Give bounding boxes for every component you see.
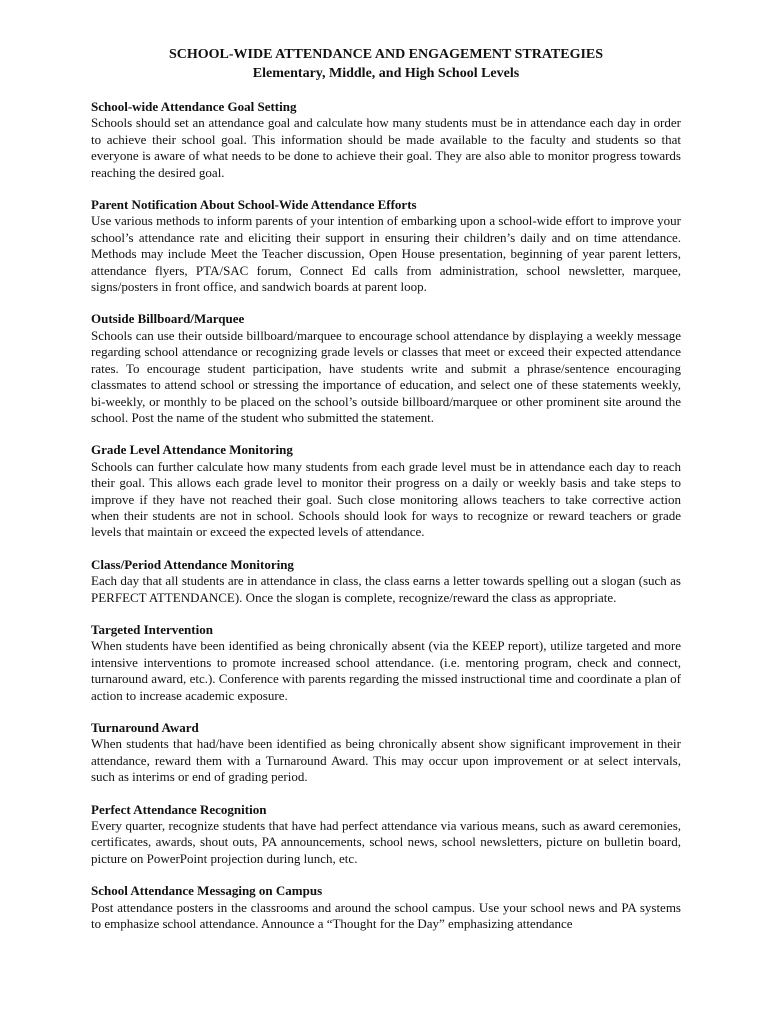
- title-line-2: Elementary, Middle, and High School Levels: [252, 66, 520, 81]
- title-line-1: SCHOOL-WIDE ATTENDANCE AND ENGAGEMENT STRATEGIES: [168, 47, 604, 62]
- section-heading: School Attendance Messaging on Campus: [91, 883, 323, 899]
- section-heading: Turnaround Award: [91, 720, 199, 735]
- section-outside-billboard: [91, 311, 681, 426]
- section-body: When students that had/have been identified as being chronically absent show significant improvement in their attendance, reward them with a Turnaround Award. This may occur upon improvement or at select intervals, such as interims or end of grading period.: [91, 736, 681, 785]
- section-body: Post attendance posters in the classrooms and around the school campus. Use your school news and PA systems to emphasize school attendance. Announce a “Thought for the Day” emphasizing attendance: [91, 899, 681, 932]
- section-class-period-monitoring: [91, 557, 681, 606]
- section-turnaround-award: [91, 720, 681, 786]
- section-body: Each day that all students are in attendance in class, the class earns a letter towards spelling out a slogan (such as PERFECT ATTENDANCE). Once the slogan is complete, recognize/reward the class as appropriate.: [91, 573, 681, 605]
- section-parent-notification: [91, 197, 681, 295]
- section-heading: Parent Notification About School-Wide Attendance Efforts: [91, 197, 417, 213]
- section-heading: Targeted Intervention: [91, 621, 213, 637]
- section-body: Schools can further calculate how many students from each grade level must be in attendance each day to reach their goal. This allows each grade level to monitor their progress on a daily or weekly basis and take steps to improve if they have not reached their goal. Such close monitoring allows teachers to take corrective action when their students are not in school. Schools should look for ways to recognize or reward teachers or grade levels that maintain or exceed the expected levels of attendance.: [91, 458, 681, 540]
- section-heading: Class/Period Attendance Monitoring: [91, 556, 294, 572]
- section-heading: Outside Billboard/Marquee: [91, 311, 245, 327]
- section-attendance-messaging: [91, 883, 681, 932]
- section-perfect-attendance: [91, 802, 681, 868]
- document-title: [91, 45, 681, 83]
- section-attendance-goal-setting: [91, 99, 681, 181]
- section-targeted-intervention: [91, 622, 681, 704]
- section-heading: Grade Level Attendance Monitoring: [91, 442, 293, 458]
- section-grade-level-monitoring: [91, 442, 681, 540]
- section-heading: School-wide Attendance Goal Setting: [91, 99, 297, 114]
- section-body: Schools can use their outside billboard/marquee to encourage school attendance by displaying a weekly message regarding school attendance or recognizing grade levels or classes that meet or exceed their expected attendance rates. To encourage student participation, have students write and submit a phrase/sentence encouraging classmates to attend school or stressing the importance of education, and select one of these statements weekly, bi-weekly, or monthly to be placed on the school’s outside billboard/marquee or other prominent site around the school. Post the name of the student who submitted the statement.: [91, 327, 681, 425]
- section-body: When students have been identified as being chronically absent (via the KEEP report), utilize targeted and more intensive interventions to promote increased school attendance. (i.e. mentoring program, check and connect, turnaround award, etc.). Conference with parents regarding the missed instructional time and coordinate a plan of action to increase academic exposure.: [91, 638, 681, 703]
- section-heading: Perfect Attendance Recognition: [91, 801, 267, 817]
- section-body: Use various methods to inform parents of your intention of embarking upon a school-wide effort to improve your school’s attendance rate and eliciting their support in ensuring their children’s daily and on time attendance. Methods may include Meet the Teacher discussion, Open House presentation, beginning of year parent letters, attendance flyers, PTA/SAC forum, Connect Ed calls from administration, school newsletter, marquee, signs/posters in front office, and sandwich boards at parent loop.: [91, 213, 681, 295]
- section-body: Schools should set an attendance goal and calculate how many students must be in attendance each day in order to achieve their school goal. This information should be made available to the faculty and students so that everyone is aware of what needs to be done to achieve their goal. They are also able to monitor progress towards reaching the desired goal.: [91, 115, 681, 180]
- section-body: Every quarter, recognize students that have had perfect attendance via various means, such as award ceremonies, certificates, awards, shout outs, PA announcements, school news, school newsletters, picture on bulletin board, picture on PowerPoint projection during lunch, etc.: [91, 818, 681, 866]
